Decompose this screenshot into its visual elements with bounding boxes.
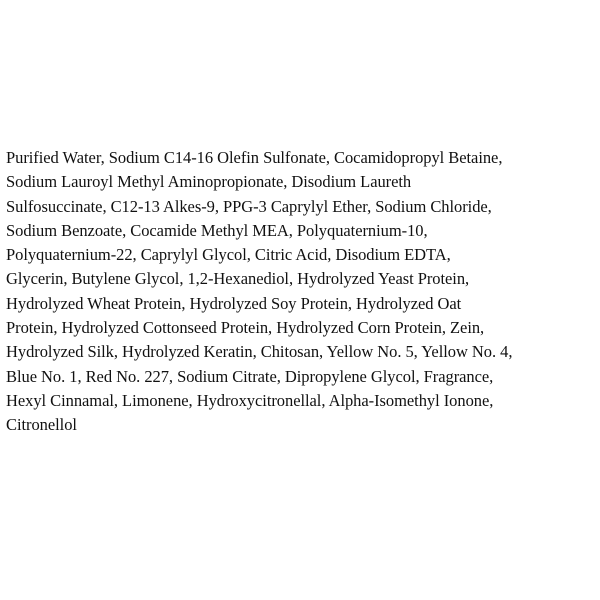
ingredients-line: Sodium Benzoate, Cocamide Methyl MEA, Polyquaternium-10, xyxy=(6,220,428,240)
ingredients-line: Hydrolyzed Wheat Protein, Hydrolyzed Soy Protein, Hydrolyzed Oat xyxy=(6,293,462,313)
ingredients-line: Sulfosuccinate, C12-13 Alkes-9, PPG-3 Caprylyl Ether, Sodium Chloride, xyxy=(6,196,492,216)
ingredients-line: Sodium Lauroyl Methyl Aminopropionate, Disodium Laureth xyxy=(6,172,412,192)
ingredients-line: Protein, Hydrolyzed Cottonseed Protein, Hydrolyzed Corn Protein, Zein, xyxy=(6,318,485,338)
ingredients-line: Hydrolyzed Silk, Hydrolyzed Keratin, Chitosan, Yellow No. 5, Yellow No. 4, xyxy=(6,342,513,362)
ingredients-line: Citronellol xyxy=(6,415,77,435)
ingredients-list xyxy=(6,146,596,438)
ingredients-line: Hexyl Cinnamal, Limonene, Hydroxycitronellal, Alpha-Isomethyl Ionone, xyxy=(6,390,494,410)
ingredients-line: Purified Water, Sodium C14-16 Olefin Sulfonate, Cocamidopropyl Betaine, xyxy=(6,148,503,167)
ingredients-line: Glycerin, Butylene Glycol, 1,2-Hexanediol, Hydrolyzed Yeast Protein, xyxy=(6,269,470,289)
ingredients-line: Blue No. 1, Red No. 227, Sodium Citrate, Dipropylene Glycol, Fragrance, xyxy=(6,366,494,386)
ingredients-line: Polyquaternium-22, Caprylyl Glycol, Citric Acid, Disodium EDTA, xyxy=(6,245,451,265)
